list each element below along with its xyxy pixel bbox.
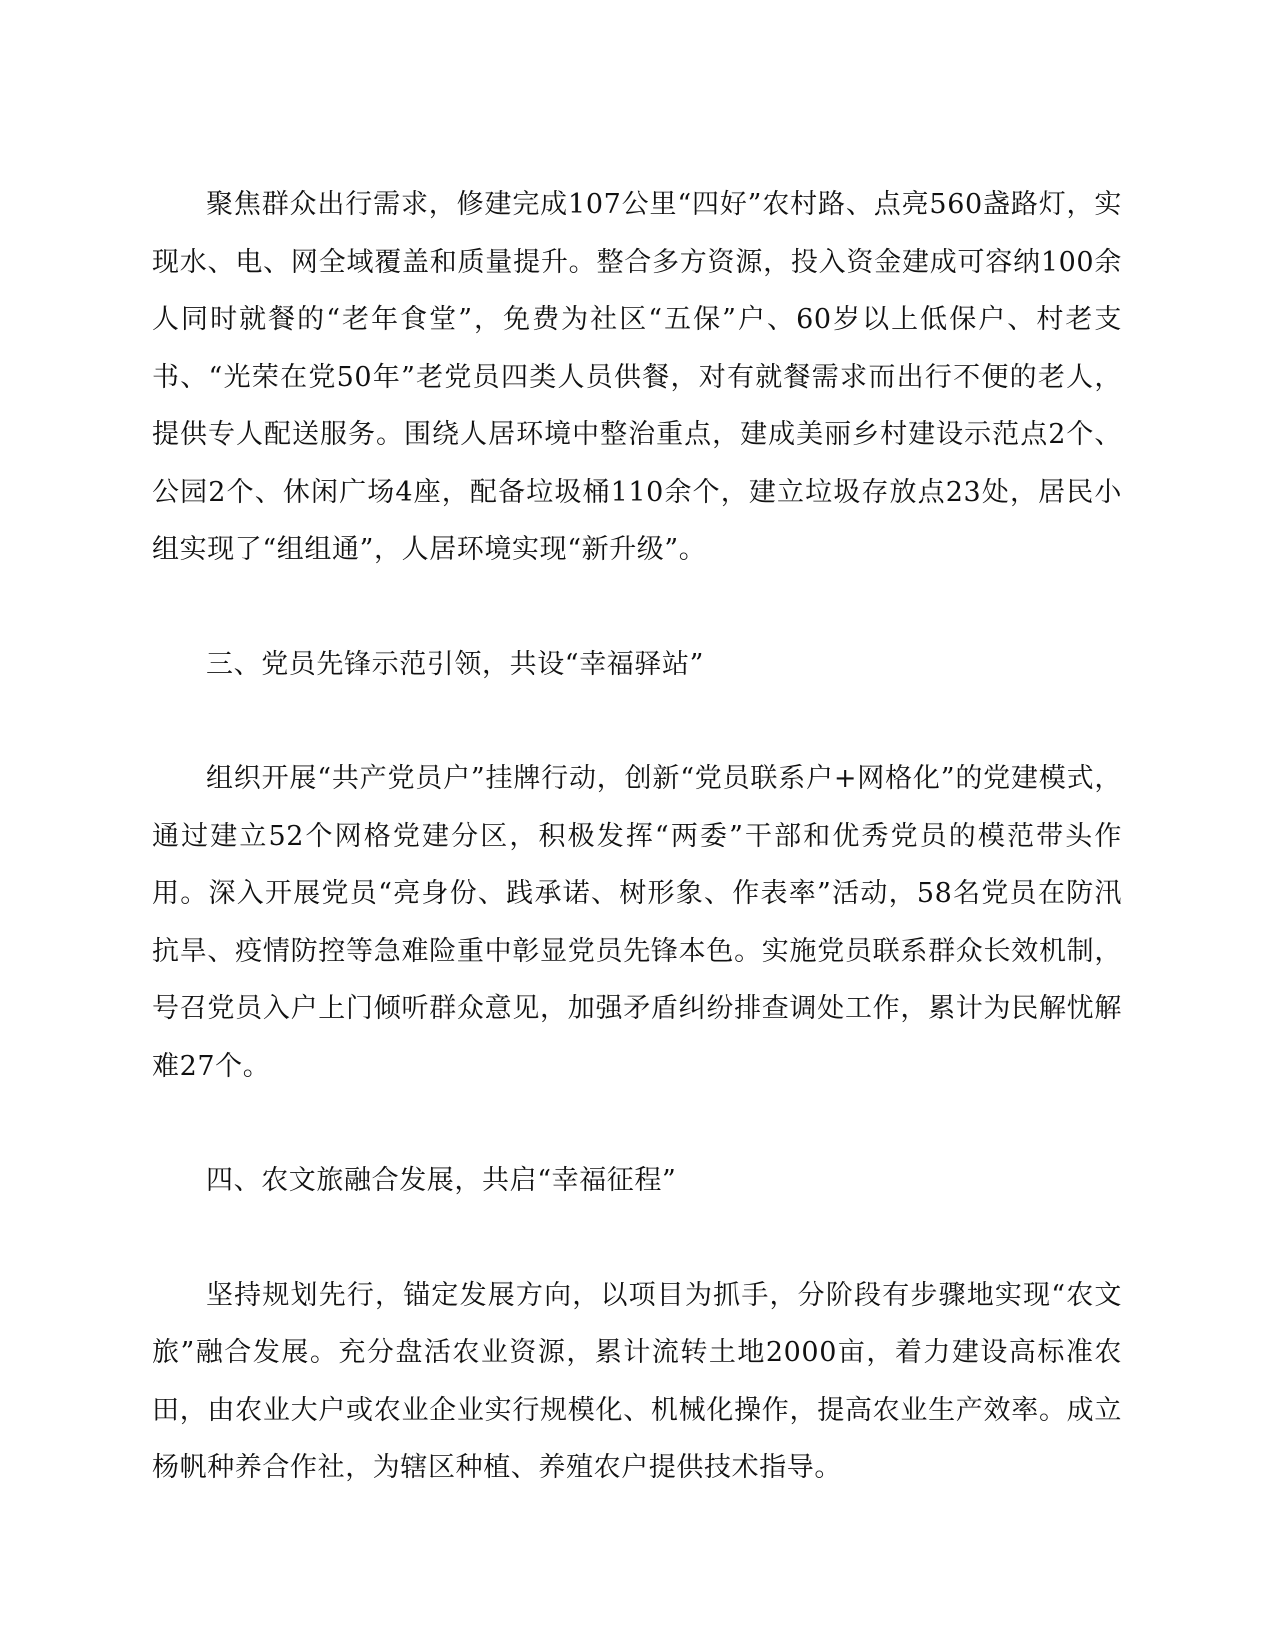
- paragraph-living-environment: 聚焦群众出行需求，修建完成107公里“四好”农村路、点亮560盏路灯，实现水、电、网全域覆盖和质量提升。整合多方资源，投入资金建成可容纳100余人同时就餐的“老年食堂”，免费为社区“五保”户、60岁以上低保户、村老支书、“光荣在党50年”老党员四类人员供餐，对有就餐需求而出行不便的老人，提供专人配送服务。围绕人居环境中整治重点，建成美丽乡村建设示范点2个、公园2个、休闲广场4座，配备垃圾桶110余个，建立垃圾存放点23处，居民小组实现了“组组通”，人居环境实现“新升级”。: [152, 189, 1122, 565]
- document-body: [152, 176, 1122, 1497]
- section-heading-party-pioneer: 三、党员先锋示范引领，共设“幸福驿站”: [206, 648, 705, 680]
- paragraph-party-members: 组织开展“共产党员户”挂牌行动，创新“党员联系户+网格化”的党建模式，通过建立52个网格党建分区，积极发挥“两委”干部和优秀党员的模范带头作用。深入开展党员“亮身份、践承诺、树形象、作表率”活动，58名党员在防汛抗旱、疫情防控等急难险重中彰显党员先锋本色。实施党员联系群众长效机制，号召党员入户上门倾听群众意见，加强矛盾纠纷排查调处工作，累计为民解忧解难27个。: [152, 763, 1122, 1082]
- paragraph-agri-development: 坚持规划先行，锚定发展方向，以项目为抓手，分阶段有步骤地实现“农文旅”融合发展。充分盘活农业资源，累计流转土地2000亩，着力建设高标准农田，由农业大户或农业企业实行规模化、机械化操作，提高农业生产效率。成立杨帆种养合作社，为辖区种植、养殖农户提供技术指导。: [152, 1279, 1122, 1483]
- section-heading-agri-culture-tourism: 四、农文旅融合发展，共启“幸福征程”: [206, 1165, 677, 1196]
